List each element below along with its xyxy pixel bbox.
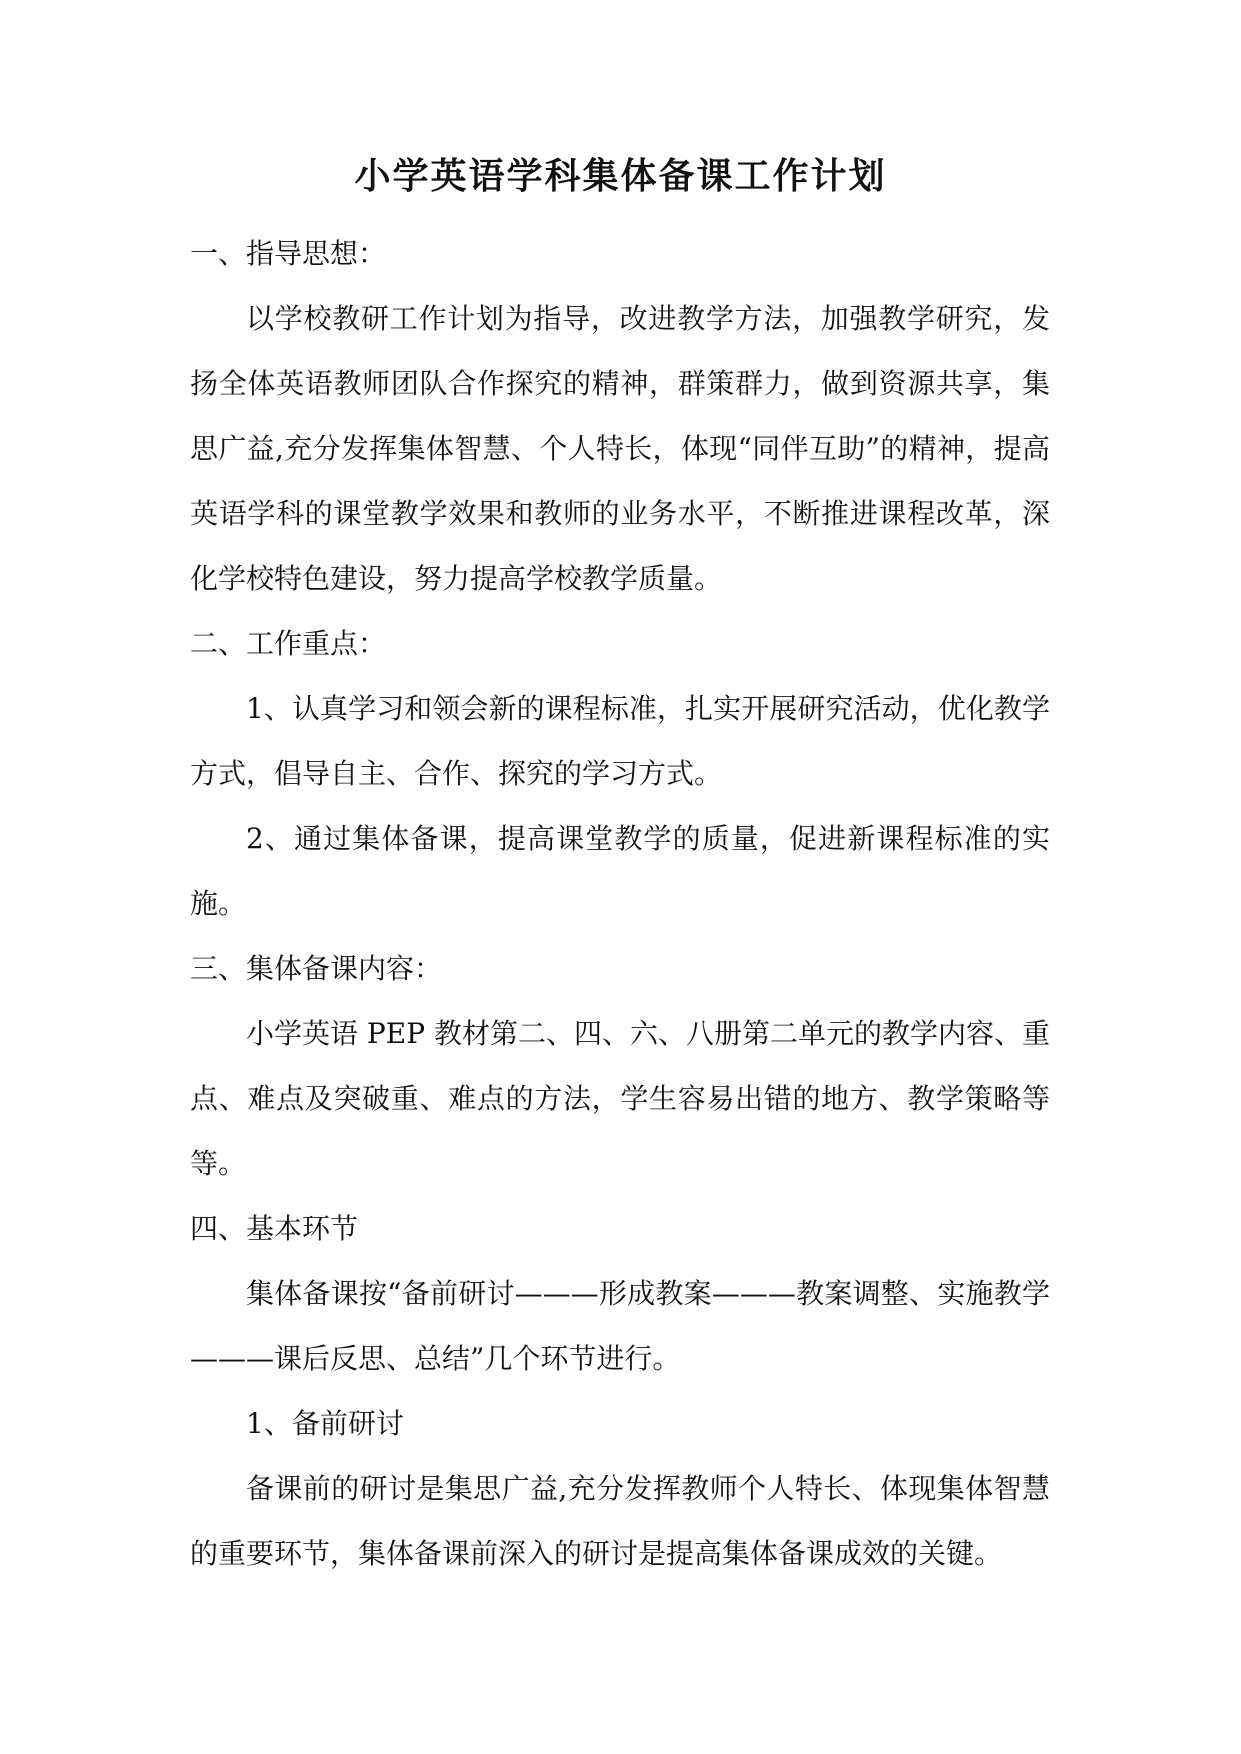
section-heading-lesson-content: 三、集体备课内容： bbox=[190, 952, 443, 985]
paragraph-work-focus-item-1: 1、认真学习和领会新的课程标准，扎实开展研究活动，优化教学方式，倡导自主、合作、探究的学习方式。 bbox=[190, 692, 1050, 790]
paragraph-basic-steps: 集体备课按“备前研讨———形成教案———教案调整、实施教学———课后反思、总结”几个环节进行。 bbox=[190, 1277, 1050, 1375]
document-body bbox=[190, 221, 1050, 1586]
paragraph-lesson-content: 小学英语 PEP 教材第二、四、六、八册第二单元的教学内容、重点、难点及突破重、难点的方法，学生容易出错的地方、教学策略等等。 bbox=[190, 1017, 1050, 1180]
document-title: 小学英语学科集体备课工作计划 bbox=[354, 155, 887, 197]
section-heading-guiding-ideology: 一、指导思想： bbox=[190, 237, 387, 270]
section-heading-basic-steps: 四、基本环节 bbox=[190, 1212, 359, 1245]
subheading-pre-lesson-discussion: 1、备前研讨 bbox=[246, 1407, 404, 1440]
paragraph-guiding-ideology: 以学校教研工作计划为指导，改进教学方法，加强教学研究，发扬全体英语教师团队合作探究的精神，群策群力，做到资源共享，集思广益,充分发挥集体智慧、个人特长，体现“同伴互助”的精神，提高英语学科的课堂教学效果和教师的业务水平，不断推进课程改革，深化学校特色建设，努力提高学校教学质量。 bbox=[190, 302, 1050, 595]
paragraph-work-focus-item-2: 2、通过集体备课，提高课堂教学的质量，促进新课程标准的实施。 bbox=[190, 822, 1050, 920]
section-heading-work-focus: 二、工作重点： bbox=[190, 627, 387, 660]
paragraph-pre-lesson-discussion: 备课前的研讨是集思广益,充分发挥教师个人特长、体现集体智慧的重要环节，集体备课前深入的研讨是提高集体备课成效的关键。 bbox=[190, 1472, 1050, 1570]
